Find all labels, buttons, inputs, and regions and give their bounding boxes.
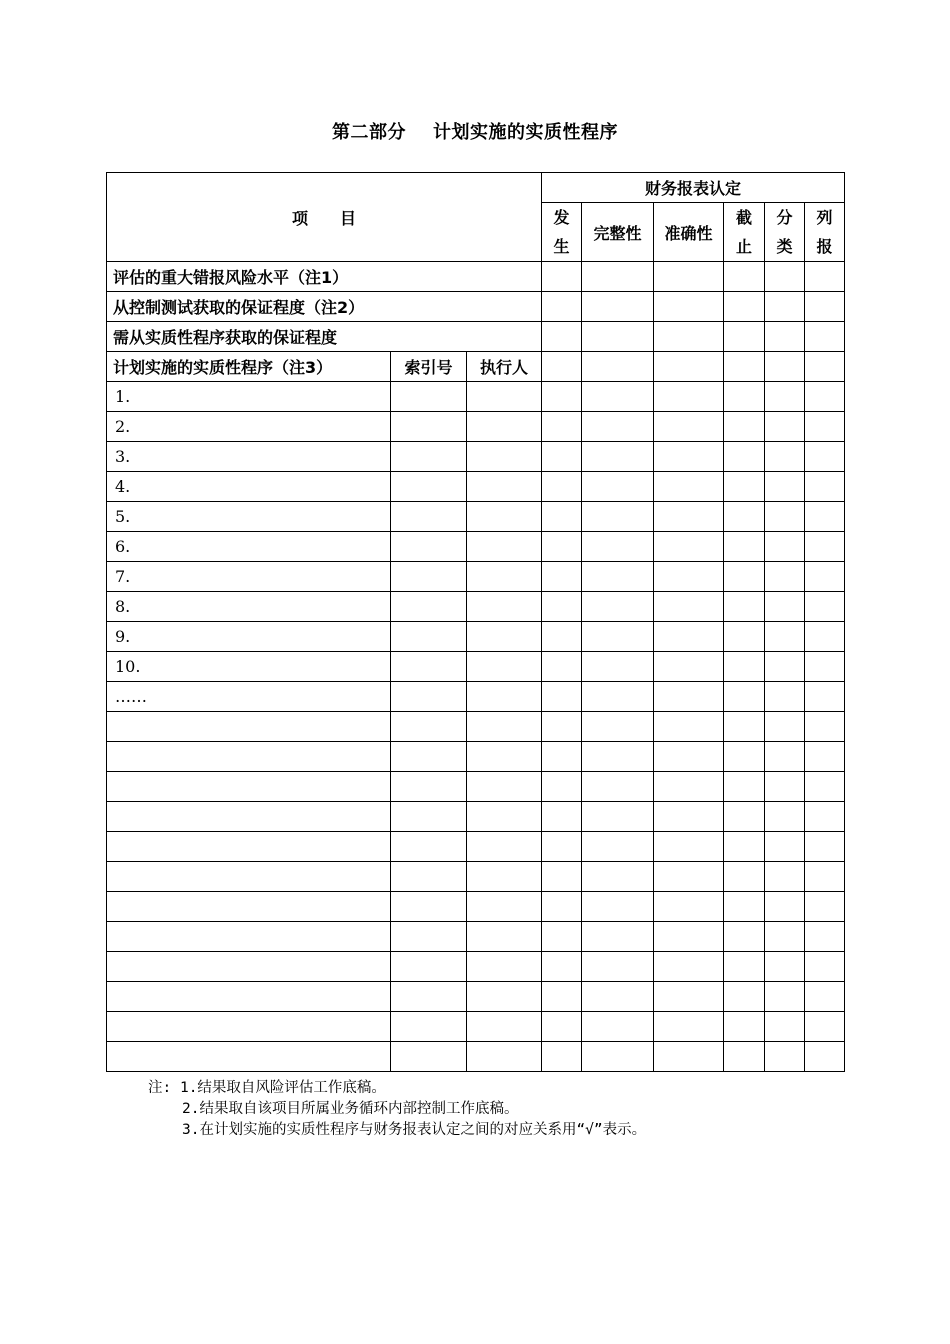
table-cell[interactable] bbox=[582, 742, 654, 772]
procedure-text-cell[interactable] bbox=[107, 922, 391, 952]
table-cell[interactable] bbox=[582, 1012, 654, 1042]
table-cell[interactable] bbox=[724, 322, 765, 352]
procedure-row bbox=[107, 952, 845, 982]
table-cell[interactable] bbox=[582, 832, 654, 862]
table-cell[interactable] bbox=[805, 922, 845, 952]
table-cell[interactable] bbox=[654, 1012, 724, 1042]
table-cell[interactable] bbox=[654, 562, 724, 592]
note-item-1: 1.结果取自风险评估工作底稿。 bbox=[179, 1080, 386, 1096]
table-cell[interactable] bbox=[391, 622, 467, 652]
table-cell[interactable] bbox=[765, 322, 805, 352]
table-cell[interactable] bbox=[582, 862, 654, 892]
table-cell[interactable] bbox=[582, 562, 654, 592]
table-cell[interactable] bbox=[724, 352, 765, 382]
table-cell[interactable] bbox=[765, 682, 805, 712]
procedure-text-cell[interactable] bbox=[107, 772, 391, 802]
table-cell[interactable] bbox=[765, 592, 805, 622]
table-cell[interactable] bbox=[765, 292, 805, 322]
table-cell[interactable] bbox=[724, 442, 765, 472]
table-cell[interactable] bbox=[542, 622, 582, 652]
procedure-text-cell[interactable] bbox=[107, 862, 391, 892]
table-cell[interactable] bbox=[391, 952, 467, 982]
table-cell[interactable] bbox=[654, 442, 724, 472]
table-cell[interactable] bbox=[724, 952, 765, 982]
table-cell[interactable] bbox=[467, 562, 542, 592]
table-cell[interactable] bbox=[765, 832, 805, 862]
table-cell[interactable] bbox=[724, 922, 765, 952]
table-cell[interactable] bbox=[724, 832, 765, 862]
table-cell[interactable] bbox=[391, 712, 467, 742]
table-cell[interactable] bbox=[582, 292, 654, 322]
note-line bbox=[148, 1099, 646, 1120]
table-cell[interactable] bbox=[391, 682, 467, 712]
table-cell[interactable] bbox=[582, 802, 654, 832]
procedure-text-cell[interactable] bbox=[107, 622, 391, 652]
table-cell[interactable] bbox=[542, 262, 582, 292]
table-cell[interactable] bbox=[805, 442, 845, 472]
table-cell[interactable] bbox=[724, 592, 765, 622]
table-cell[interactable] bbox=[542, 412, 582, 442]
table-cell[interactable] bbox=[582, 322, 654, 352]
table-cell[interactable] bbox=[805, 352, 845, 382]
procedure-number: 3. bbox=[115, 447, 131, 466]
table-cell[interactable] bbox=[724, 562, 765, 592]
table-cell[interactable] bbox=[467, 832, 542, 862]
planned-procedures-label: 计划实施的实质性程序（注3） bbox=[107, 352, 391, 382]
procedure-number: 1. bbox=[115, 387, 131, 406]
table-cell[interactable] bbox=[467, 472, 542, 502]
table-cell[interactable] bbox=[654, 532, 724, 562]
table-cell[interactable] bbox=[582, 352, 654, 382]
procedure-row bbox=[107, 592, 845, 622]
table-cell[interactable] bbox=[542, 802, 582, 832]
table-cell[interactable] bbox=[805, 682, 845, 712]
procedure-number: 2. bbox=[115, 417, 131, 436]
table-cell[interactable] bbox=[542, 532, 582, 562]
table-cell[interactable] bbox=[805, 562, 845, 592]
table-cell[interactable] bbox=[724, 982, 765, 1012]
table-cell[interactable] bbox=[582, 502, 654, 532]
table-cell[interactable] bbox=[467, 862, 542, 892]
table-cell[interactable] bbox=[765, 952, 805, 982]
table-cell[interactable] bbox=[765, 802, 805, 832]
procedure-row bbox=[107, 892, 845, 922]
table-cell[interactable] bbox=[765, 1042, 805, 1072]
procedure-number: …… bbox=[115, 687, 147, 706]
table-cell[interactable] bbox=[582, 442, 654, 472]
table-cell[interactable] bbox=[542, 652, 582, 682]
table-cell[interactable] bbox=[542, 472, 582, 502]
table-cell[interactable] bbox=[654, 352, 724, 382]
table-cell[interactable] bbox=[467, 622, 542, 652]
table-cell[interactable] bbox=[765, 982, 805, 1012]
table-cell[interactable] bbox=[765, 742, 805, 772]
table-cell[interactable] bbox=[467, 1012, 542, 1042]
procedure-row bbox=[107, 982, 845, 1012]
table-cell[interactable] bbox=[654, 1042, 724, 1072]
table-cell[interactable] bbox=[391, 652, 467, 682]
assertion-occurrence-text: 发 生 bbox=[553, 208, 570, 256]
procedure-text-cell[interactable] bbox=[107, 472, 391, 502]
procedure-text-cell[interactable] bbox=[107, 592, 391, 622]
table-cell[interactable] bbox=[654, 982, 724, 1012]
procedure-row bbox=[107, 442, 845, 472]
table-cell[interactable] bbox=[654, 652, 724, 682]
table-cell[interactable] bbox=[542, 682, 582, 712]
procedure-row bbox=[107, 712, 845, 742]
table-cell[interactable] bbox=[582, 652, 654, 682]
table-cell[interactable] bbox=[765, 562, 805, 592]
table-cell[interactable] bbox=[654, 892, 724, 922]
table-cell[interactable] bbox=[805, 742, 845, 772]
table-cell[interactable] bbox=[582, 1042, 654, 1072]
table-cell[interactable] bbox=[542, 292, 582, 322]
assertion-cutoff-header bbox=[724, 203, 765, 262]
assertion-cutoff-text: 截 止 bbox=[735, 208, 752, 256]
table-cell[interactable] bbox=[765, 712, 805, 742]
table-cell[interactable] bbox=[765, 502, 805, 532]
table-cell[interactable] bbox=[724, 802, 765, 832]
table-cell[interactable] bbox=[724, 502, 765, 532]
table-cell[interactable] bbox=[654, 292, 724, 322]
table-cell[interactable] bbox=[542, 1042, 582, 1072]
table-cell[interactable] bbox=[391, 502, 467, 532]
table-cell[interactable] bbox=[654, 382, 724, 412]
procedure-text-cell[interactable] bbox=[107, 742, 391, 772]
note-item-2: 2.结果取自该项目所属业务循环内部控制工作底稿。 bbox=[182, 1101, 519, 1117]
table-cell[interactable] bbox=[391, 862, 467, 892]
procedure-text-cell[interactable] bbox=[107, 652, 391, 682]
table-cell[interactable] bbox=[724, 472, 765, 502]
procedure-number: 7. bbox=[115, 567, 131, 586]
table-cell[interactable] bbox=[765, 892, 805, 922]
table-cell[interactable] bbox=[391, 412, 467, 442]
table-cell[interactable] bbox=[805, 652, 845, 682]
table-cell[interactable] bbox=[654, 262, 724, 292]
table-cell[interactable] bbox=[467, 922, 542, 952]
item-header: 项 目 bbox=[107, 173, 542, 262]
table-cell[interactable] bbox=[765, 862, 805, 892]
table-cell[interactable] bbox=[582, 952, 654, 982]
table-cell[interactable] bbox=[467, 742, 542, 772]
table-cell[interactable] bbox=[765, 772, 805, 802]
table-cell[interactable] bbox=[542, 1012, 582, 1042]
table-cell[interactable] bbox=[765, 412, 805, 442]
procedure-number: 6. bbox=[115, 537, 131, 556]
table-cell[interactable] bbox=[724, 532, 765, 562]
procedure-row bbox=[107, 682, 845, 712]
procedure-row bbox=[107, 502, 845, 532]
table-cell[interactable] bbox=[805, 832, 845, 862]
table-cell[interactable] bbox=[582, 922, 654, 952]
procedure-row bbox=[107, 652, 845, 682]
table-cell[interactable] bbox=[467, 682, 542, 712]
table-cell[interactable] bbox=[467, 892, 542, 922]
table-cell[interactable] bbox=[467, 1042, 542, 1072]
table-cell[interactable] bbox=[467, 982, 542, 1012]
table-cell[interactable] bbox=[765, 652, 805, 682]
notes-prefix: 注: bbox=[148, 1080, 172, 1096]
note-line bbox=[148, 1078, 646, 1099]
control-assurance-label: 从控制测试获取的保证程度（注2） bbox=[107, 292, 542, 322]
table-cell[interactable] bbox=[391, 1042, 467, 1072]
table-cell[interactable] bbox=[654, 472, 724, 502]
procedure-text-cell[interactable] bbox=[107, 1042, 391, 1072]
table-cell[interactable] bbox=[805, 1042, 845, 1072]
table-cell[interactable] bbox=[724, 622, 765, 652]
assertion-accuracy-header: 准确性 bbox=[654, 203, 724, 262]
procedure-row bbox=[107, 772, 845, 802]
table-cell[interactable] bbox=[467, 592, 542, 622]
assertion-occurrence-header bbox=[542, 203, 582, 262]
table-cell[interactable] bbox=[582, 682, 654, 712]
table-cell[interactable] bbox=[805, 292, 845, 322]
table-cell[interactable] bbox=[724, 892, 765, 922]
procedure-row bbox=[107, 412, 845, 442]
table-cell[interactable] bbox=[805, 892, 845, 922]
table-cell[interactable] bbox=[391, 772, 467, 802]
procedure-text-cell[interactable] bbox=[107, 712, 391, 742]
table-cell[interactable] bbox=[724, 412, 765, 442]
assertion-classification-header bbox=[765, 203, 805, 262]
table-cell[interactable] bbox=[542, 922, 582, 952]
procedure-row bbox=[107, 742, 845, 772]
table-cell[interactable] bbox=[805, 802, 845, 832]
procedure-row bbox=[107, 622, 845, 652]
table-cell[interactable] bbox=[542, 502, 582, 532]
table-cell[interactable] bbox=[654, 952, 724, 982]
table-cell[interactable] bbox=[765, 532, 805, 562]
table-cell[interactable] bbox=[654, 922, 724, 952]
table-cell[interactable] bbox=[765, 472, 805, 502]
table-cell[interactable] bbox=[654, 712, 724, 742]
table-cell[interactable] bbox=[542, 742, 582, 772]
table-cell[interactable] bbox=[805, 382, 845, 412]
table-cell[interactable] bbox=[805, 982, 845, 1012]
table-cell[interactable] bbox=[582, 412, 654, 442]
assertions-group-header: 财务报表认定 bbox=[542, 173, 845, 203]
table-cell[interactable] bbox=[805, 472, 845, 502]
procedure-number: 10. bbox=[115, 657, 141, 676]
table-cell[interactable] bbox=[724, 1012, 765, 1042]
procedure-number: 4. bbox=[115, 477, 131, 496]
table-cell[interactable] bbox=[654, 322, 724, 352]
table-cell[interactable] bbox=[542, 862, 582, 892]
procedure-text-cell[interactable] bbox=[107, 442, 391, 472]
table-cell[interactable] bbox=[542, 592, 582, 622]
table-cell[interactable] bbox=[467, 382, 542, 412]
table-cell[interactable] bbox=[805, 952, 845, 982]
table-cell[interactable] bbox=[391, 562, 467, 592]
table-cell[interactable] bbox=[805, 1012, 845, 1042]
procedure-row bbox=[107, 562, 845, 592]
table-cell[interactable] bbox=[391, 472, 467, 502]
page-title: 第二部分 计划实施的实质性程序 bbox=[331, 122, 619, 143]
procedure-text-cell[interactable] bbox=[107, 832, 391, 862]
table-cell[interactable] bbox=[724, 1042, 765, 1072]
procedure-text-cell[interactable] bbox=[107, 382, 391, 412]
assertion-presentation-header bbox=[805, 203, 845, 262]
table-cell[interactable] bbox=[724, 862, 765, 892]
table-cell[interactable] bbox=[391, 1012, 467, 1042]
executor-header: 执行人 bbox=[467, 352, 542, 382]
table-cell[interactable] bbox=[467, 442, 542, 472]
table-cell[interactable] bbox=[542, 352, 582, 382]
procedure-text-cell[interactable] bbox=[107, 532, 391, 562]
procedure-row bbox=[107, 1042, 845, 1072]
procedure-text-cell[interactable] bbox=[107, 982, 391, 1012]
table-cell[interactable] bbox=[467, 712, 542, 742]
table-cell[interactable] bbox=[724, 772, 765, 802]
table-cell[interactable] bbox=[765, 262, 805, 292]
table-cell[interactable] bbox=[805, 622, 845, 652]
table-cell[interactable] bbox=[542, 322, 582, 352]
table-cell[interactable] bbox=[654, 832, 724, 862]
table-cell[interactable] bbox=[765, 622, 805, 652]
table-cell[interactable] bbox=[765, 1012, 805, 1042]
assertion-classification-text: 分 类 bbox=[776, 208, 793, 256]
note-item-3: 3.在计划实施的实质性程序与财务报表认定之间的对应关系用“√”表示。 bbox=[182, 1122, 647, 1138]
table-cell[interactable] bbox=[654, 862, 724, 892]
procedure-text-cell[interactable] bbox=[107, 1012, 391, 1042]
procedure-text-cell[interactable] bbox=[107, 952, 391, 982]
table-cell[interactable] bbox=[467, 532, 542, 562]
table-cell[interactable] bbox=[467, 952, 542, 982]
procedure-text-cell[interactable] bbox=[107, 562, 391, 592]
procedure-row bbox=[107, 832, 845, 862]
table-cell[interactable] bbox=[582, 532, 654, 562]
substantive-assurance-label: 需从实质性程序获取的保证程度 bbox=[107, 322, 542, 352]
table-cell[interactable] bbox=[391, 802, 467, 832]
table-cell[interactable] bbox=[724, 652, 765, 682]
table-cell[interactable] bbox=[542, 712, 582, 742]
table-cell[interactable] bbox=[582, 382, 654, 412]
table-cell[interactable] bbox=[467, 652, 542, 682]
table-cell[interactable] bbox=[765, 442, 805, 472]
procedure-number: 8. bbox=[115, 597, 131, 616]
procedure-number: 9. bbox=[115, 627, 131, 646]
table-cell[interactable] bbox=[391, 592, 467, 622]
table-cell[interactable] bbox=[582, 712, 654, 742]
procedure-row bbox=[107, 862, 845, 892]
table-cell[interactable] bbox=[805, 532, 845, 562]
table-cell[interactable] bbox=[391, 892, 467, 922]
risk-level-label: 评估的重大错报风险水平（注1） bbox=[107, 262, 542, 292]
table-cell[interactable] bbox=[582, 892, 654, 922]
table-cell[interactable] bbox=[542, 382, 582, 412]
table-cell[interactable] bbox=[467, 412, 542, 442]
table-cell[interactable] bbox=[582, 262, 654, 292]
table-cell[interactable] bbox=[582, 982, 654, 1012]
table-cell[interactable] bbox=[391, 382, 467, 412]
assertion-presentation-text: 列 报 bbox=[816, 208, 833, 256]
procedure-row bbox=[107, 922, 845, 952]
table-cell[interactable] bbox=[805, 502, 845, 532]
table-cell[interactable] bbox=[654, 622, 724, 652]
procedure-text-cell[interactable] bbox=[107, 682, 391, 712]
procedure-text-cell[interactable] bbox=[107, 892, 391, 922]
procedure-text-cell[interactable] bbox=[107, 802, 391, 832]
procedure-row bbox=[107, 532, 845, 562]
procedure-row bbox=[107, 472, 845, 502]
table-cell[interactable] bbox=[391, 922, 467, 952]
notes-section bbox=[148, 1078, 646, 1141]
table-cell[interactable] bbox=[805, 262, 845, 292]
table-cell[interactable] bbox=[467, 772, 542, 802]
table-cell[interactable] bbox=[467, 802, 542, 832]
table-cell[interactable] bbox=[724, 682, 765, 712]
table-cell[interactable] bbox=[805, 412, 845, 442]
table-cell[interactable] bbox=[765, 382, 805, 412]
table-cell[interactable] bbox=[805, 772, 845, 802]
note-line bbox=[148, 1120, 646, 1141]
table-cell[interactable] bbox=[654, 742, 724, 772]
table-cell[interactable] bbox=[542, 562, 582, 592]
table-cell[interactable] bbox=[391, 742, 467, 772]
table-cell[interactable] bbox=[654, 772, 724, 802]
table-cell[interactable] bbox=[542, 892, 582, 922]
table-cell[interactable] bbox=[805, 592, 845, 622]
table-cell[interactable] bbox=[654, 802, 724, 832]
table-cell[interactable] bbox=[582, 622, 654, 652]
table-cell[interactable] bbox=[654, 592, 724, 622]
table-cell[interactable] bbox=[542, 832, 582, 862]
table-cell[interactable] bbox=[582, 772, 654, 802]
table-cell[interactable] bbox=[391, 832, 467, 862]
procedure-text-cell[interactable] bbox=[107, 412, 391, 442]
table-cell[interactable] bbox=[467, 502, 542, 532]
table-cell[interactable] bbox=[542, 982, 582, 1012]
table-cell[interactable] bbox=[391, 442, 467, 472]
procedure-row bbox=[107, 802, 845, 832]
table-cell[interactable] bbox=[805, 862, 845, 892]
procedure-row bbox=[107, 1012, 845, 1042]
procedure-text-cell[interactable] bbox=[107, 502, 391, 532]
table-cell[interactable] bbox=[724, 742, 765, 772]
table-cell[interactable] bbox=[724, 292, 765, 322]
table-cell[interactable] bbox=[724, 712, 765, 742]
substantive-procedures-table bbox=[106, 172, 845, 1072]
table-cell[interactable] bbox=[391, 982, 467, 1012]
table-cell[interactable] bbox=[805, 322, 845, 352]
table-cell[interactable] bbox=[765, 922, 805, 952]
index-no-header: 索引号 bbox=[391, 352, 467, 382]
table-cell[interactable] bbox=[582, 472, 654, 502]
procedure-row bbox=[107, 382, 845, 412]
table-cell[interactable] bbox=[391, 532, 467, 562]
table-cell[interactable] bbox=[542, 772, 582, 802]
table-cell[interactable] bbox=[542, 952, 582, 982]
procedure-number: 5. bbox=[115, 507, 131, 526]
assertion-completeness-header: 完整性 bbox=[582, 203, 654, 262]
table-cell[interactable] bbox=[654, 682, 724, 712]
table-cell[interactable] bbox=[724, 382, 765, 412]
table-cell[interactable] bbox=[582, 592, 654, 622]
table-cell[interactable] bbox=[654, 412, 724, 442]
table-cell[interactable] bbox=[724, 262, 765, 292]
table-cell[interactable] bbox=[542, 442, 582, 472]
table-cell[interactable] bbox=[765, 352, 805, 382]
table-cell[interactable] bbox=[805, 712, 845, 742]
table-cell[interactable] bbox=[654, 502, 724, 532]
